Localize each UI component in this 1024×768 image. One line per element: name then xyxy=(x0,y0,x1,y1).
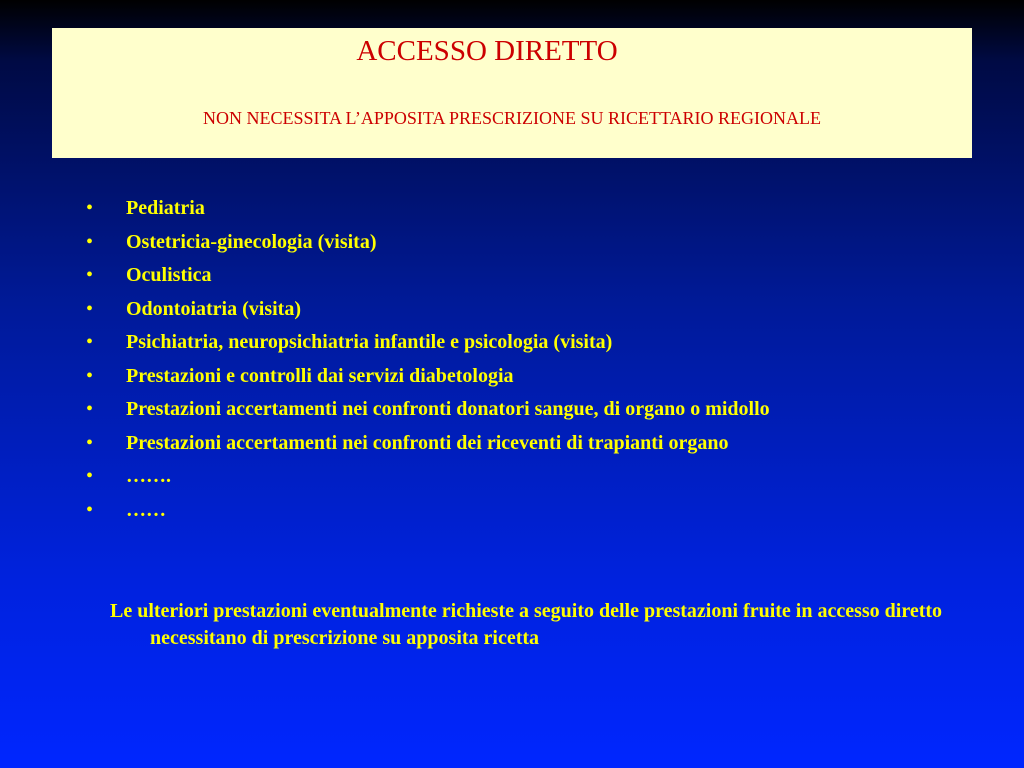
list-item xyxy=(86,330,916,354)
list-item xyxy=(86,196,916,220)
list-item xyxy=(86,297,916,321)
list-item xyxy=(86,230,916,254)
list-item xyxy=(86,431,916,455)
list-item-label: Psichiatria, neuropsichiatria infantile e psicologia (visita) xyxy=(126,331,613,353)
list-item xyxy=(86,464,916,488)
list-item xyxy=(86,263,916,287)
list-item-label: Pediatria xyxy=(126,197,205,219)
list-item-label: Prestazioni accertamenti nei confronti dei riceventi di trapianti organo xyxy=(126,431,729,454)
bullet-icon: • xyxy=(86,465,94,487)
bullet-icon: • xyxy=(86,197,94,219)
slide-title: ACCESSO DIRETTO xyxy=(356,35,618,67)
bullet-icon: • xyxy=(86,364,94,387)
list-item-label: Prestazioni e controlli dai servizi diabetologia xyxy=(126,364,514,387)
list-item xyxy=(86,364,916,388)
list-item xyxy=(86,498,916,522)
list-item xyxy=(86,397,916,421)
list-item-label: ……. xyxy=(126,465,171,487)
list-item-label: Odontoiatria (visita) xyxy=(126,297,301,320)
list-item-label: Ostetricia-ginecologia (visita) xyxy=(126,230,377,253)
list-item-label: Prestazioni accertamenti nei confronti donatori sangue, di organo o midollo xyxy=(126,398,770,420)
bullet-icon: • xyxy=(86,297,94,320)
bullet-icon: • xyxy=(86,264,94,286)
bullet-icon: • xyxy=(86,498,94,521)
bullet-icon: • xyxy=(86,398,94,420)
list-item-label: …… xyxy=(126,498,166,521)
footer-note: Le ulteriori prestazioni eventualmente richieste a seguito delle prestazioni fruite in accesso diretto necessitano di prescrizione su apposita ricetta xyxy=(110,600,943,649)
bullet-icon: • xyxy=(86,431,94,454)
title-box xyxy=(52,28,972,158)
slide-subtitle: NON NECESSITA L’APPOSITA PRESCRIZIONE SU RICETTARIO REGIONALE xyxy=(202,108,822,128)
bullet-list xyxy=(86,196,916,531)
bullet-icon: • xyxy=(86,331,94,353)
list-item-label: Oculistica xyxy=(126,264,212,286)
bullet-icon: • xyxy=(86,230,94,253)
